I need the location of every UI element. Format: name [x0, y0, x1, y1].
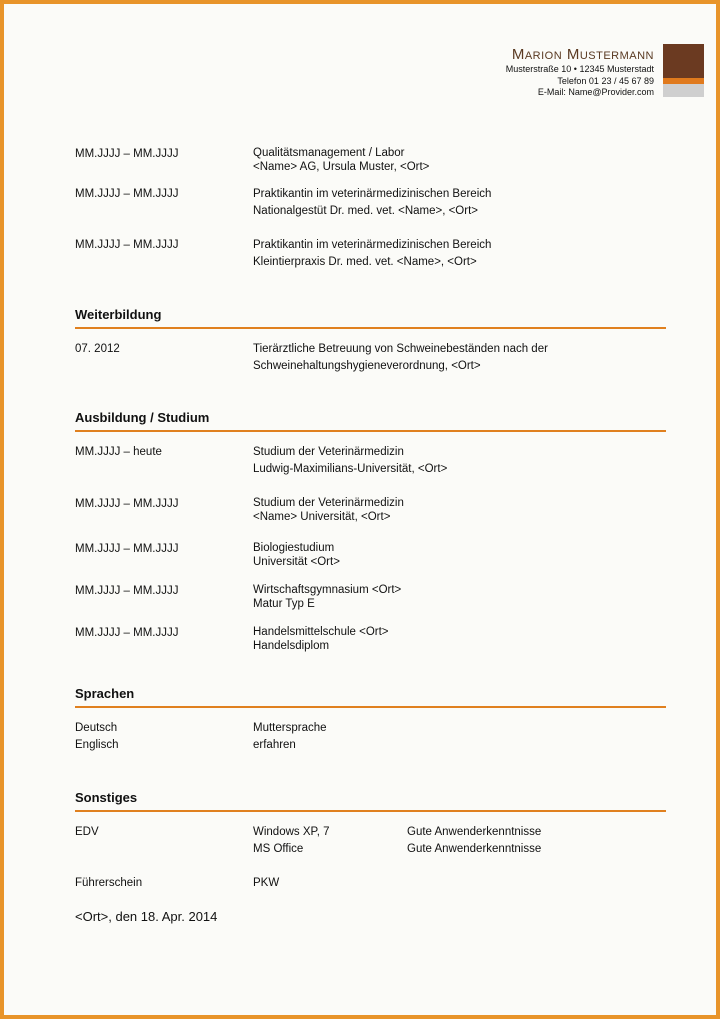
desc-line: Matur Typ E [253, 598, 315, 610]
section-title-ausbildung: Ausbildung / Studium [75, 410, 666, 432]
description [253, 146, 663, 174]
desc-line: <Name> Universität, <Ort> [253, 511, 391, 523]
desc-line: Universität <Ort> [253, 556, 340, 568]
date: MM.JJJJ – MM.JJJJ [75, 585, 179, 597]
desc-line: Schweinehaltungshygieneverordnung, <Ort> [253, 360, 481, 372]
desc-line: Ludwig-Maximilians-Universität, <Ort> [253, 463, 448, 475]
description [253, 583, 663, 611]
edv-label: EDV [75, 826, 99, 838]
description [253, 496, 663, 524]
address: Musterstraße 10 • 12345 Musterstadt [505, 64, 654, 74]
language: Deutsch [75, 722, 118, 734]
header-color-block [663, 44, 704, 78]
desc-line: Handelsdiplom [253, 640, 330, 652]
header-gray-bar [663, 84, 704, 97]
edv-level: Gute Anwenderkenntnisse [407, 843, 542, 855]
desc-line: Biologiestudium [253, 542, 335, 554]
desc-line: <Name> AG, Ursula Muster, <Ort> [253, 161, 430, 173]
date: MM.JJJJ – MM.JJJJ [75, 498, 179, 510]
description [253, 237, 663, 271]
date: MM.JJJJ – MM.JJJJ [75, 148, 179, 160]
description [253, 341, 663, 375]
edv-item: MS Office [253, 843, 304, 855]
author-name: Marion Mustermann [511, 46, 654, 63]
desc-line: Qualitätsmanagement / Labor [253, 147, 405, 159]
date: MM.JJJJ – heute [75, 446, 162, 458]
date: 07. 2012 [75, 343, 120, 355]
date: MM.JJJJ – MM.JJJJ [75, 627, 179, 639]
description [253, 444, 663, 478]
edv-level: Gute Anwenderkenntnisse [407, 826, 542, 838]
license-value: PKW [253, 877, 280, 889]
section-title-sprachen: Sprachen [75, 686, 666, 708]
description [253, 625, 663, 653]
edv-item: Windows XP, 7 [253, 826, 330, 838]
cv-page [4, 4, 716, 1015]
header [404, 44, 704, 100]
language: Englisch [75, 739, 119, 751]
desc-line: Studium der Veterinärmedizin [253, 446, 404, 458]
date: MM.JJJJ – MM.JJJJ [75, 543, 179, 555]
license-label: Führerschein [75, 877, 143, 889]
language-level: erfahren [253, 739, 296, 751]
date: MM.JJJJ – MM.JJJJ [75, 188, 179, 200]
desc-line: Nationalgestüt Dr. med. vet. <Name>, <Ort> [253, 205, 478, 217]
desc-line: Kleintierpraxis Dr. med. vet. <Name>, <Ort> [253, 256, 477, 268]
desc-line: Wirtschaftsgymnasium <Ort> [253, 584, 402, 596]
desc-line: Praktikantin im veterinärmedizinischen Bereich [253, 239, 492, 251]
desc-line: Handelsmittelschule <Ort> [253, 626, 389, 638]
phone: Telefon 01 23 / 45 67 89 [557, 75, 654, 86]
description [253, 186, 663, 220]
email: E-Mail: Name@Provider.com [537, 87, 654, 97]
place-date-signature: <Ort>, den 18. Apr. 2014 [75, 909, 218, 924]
section-title-weiterbildung: Weiterbildung [75, 307, 666, 329]
description [253, 541, 663, 569]
language-level: Muttersprache [253, 722, 327, 734]
section-title-sonstiges: Sonstiges [75, 790, 666, 812]
desc-line: Studium der Veterinärmedizin [253, 497, 404, 509]
contact-info [506, 46, 654, 99]
desc-line: Praktikantin im veterinärmedizinischen Bereich [253, 188, 492, 200]
desc-line: Tierärztliche Betreuung von Schweinebeständen nach der [253, 343, 548, 355]
date: MM.JJJJ – MM.JJJJ [75, 239, 179, 251]
